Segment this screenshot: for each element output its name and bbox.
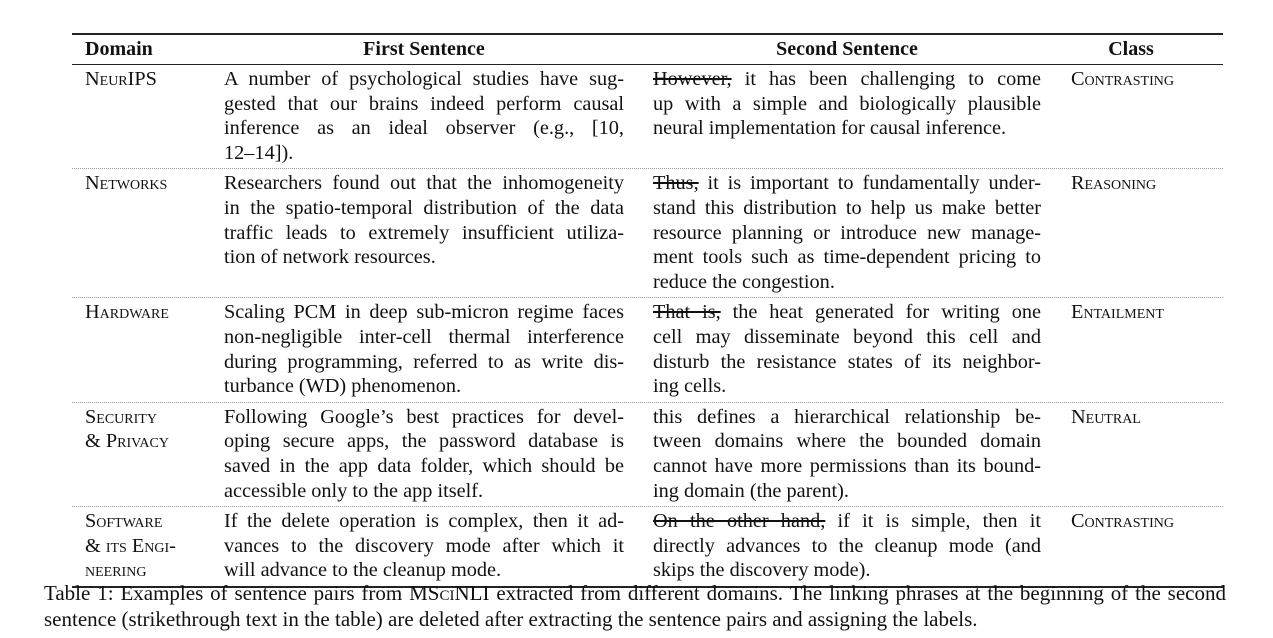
sentence-line: If the delete operation is complex, then it ad- — [224, 510, 624, 533]
table-caption — [44, 580, 1226, 632]
first-sentence-cell — [224, 300, 624, 398]
sentence-line — [653, 67, 1041, 92]
sentence-text: ing domain (the parent). — [653, 479, 849, 502]
table-row — [72, 402, 1223, 506]
deleted-linking-phrase: On the other hand, — [653, 510, 826, 533]
table-header — [72, 35, 1223, 64]
header-class: Class — [1108, 38, 1154, 60]
sentence-line: accessible only to the app itself. — [224, 479, 484, 502]
sentence-text: cannot have more permissions than its bound- — [653, 454, 1041, 477]
sentence-line — [653, 454, 1041, 479]
sentence-line — [653, 350, 1041, 375]
second-sentence-cell — [653, 405, 1041, 503]
sentence-line: inference as an ideal observer (e.g., [10, — [224, 117, 624, 140]
domain-line: Security — [85, 405, 157, 428]
sentence-line: traffic leads to extremely insufficient utiliza- — [224, 221, 624, 244]
second-sentence-cell — [653, 171, 1041, 294]
sentence-text: ing cells. — [653, 375, 727, 398]
sentence-line — [653, 479, 1041, 504]
sentence-text: neural implementation for causal inference. — [653, 117, 1007, 140]
sentence-line — [653, 171, 1041, 196]
sentence-line: Scaling PCM in deep sub-micron regime faces — [224, 301, 624, 324]
table-row — [72, 168, 1223, 297]
sentence-line: non-negligible inter-cell thermal interference — [224, 325, 624, 348]
sentence-line — [653, 116, 1041, 141]
examples-table — [72, 33, 1223, 588]
sentence-line: in the spatio-temporal distribution of the data — [224, 196, 624, 219]
sentence-line — [653, 270, 1041, 295]
sentence-line: Researchers found out that the inhomogeneity — [224, 172, 624, 195]
sentence-line — [653, 374, 1041, 399]
sentence-text: stand this distribution to help us make better — [653, 196, 1041, 219]
sentence-line: oping secure apps, the password database is — [224, 430, 624, 453]
sentence-text: ment tools such as time-dependent pricing to — [653, 246, 1041, 269]
sentence-line — [653, 325, 1041, 350]
first-sentence-cell — [224, 509, 624, 583]
sentence-line: vances to the discovery mode after which it — [224, 534, 624, 557]
header-first-sentence: First Sentence — [363, 38, 485, 60]
sentence-text: skips the discovery mode). — [653, 559, 871, 582]
domain-cell — [72, 67, 224, 165]
header-second-sentence: Second Sentence — [776, 38, 918, 60]
sentence-text: tween domains where the bounded domain — [653, 430, 1041, 453]
second-sentence-cell — [653, 300, 1041, 398]
second-sentence-cell — [653, 509, 1041, 583]
sentence-line — [653, 196, 1041, 221]
domain-cell — [72, 300, 224, 398]
domain-line: Networks — [85, 172, 168, 195]
sentence-text: it is important to fundamentally under- — [707, 172, 1041, 195]
domain-line: & Privacy — [85, 430, 169, 453]
header-domain: Domain — [85, 38, 153, 60]
sentence-line: gested that our brains indeed perform causal — [224, 92, 624, 115]
sentence-line — [653, 92, 1041, 117]
deleted-linking-phrase: However, — [653, 68, 732, 90]
sentence-text: reduce the congestion. — [653, 270, 835, 293]
sentence-text: it has been challenging to come — [744, 68, 1042, 90]
sentence-line: tion of network resources. — [224, 246, 436, 269]
sentence-line: A number of psychological studies have sug- — [224, 68, 624, 90]
domain-cell — [72, 171, 224, 294]
sentence-line: saved in the app data folder, which should be — [224, 454, 624, 477]
domain-line: Hardware — [85, 301, 169, 324]
sentence-line — [653, 509, 1041, 534]
caption-text: Examples of sentence pairs from M — [113, 581, 428, 605]
domain-line: Software — [85, 510, 163, 533]
domain-cell — [72, 509, 224, 583]
sentence-text: the heat generated for writing one — [732, 301, 1041, 324]
domain-line: & its Engi- — [85, 534, 176, 557]
caption-text-rest: extracted from different domains. The linking phrases at the beginning of the second sentence (strikethrough text in the table) are deleted after extracting the sentence pairs and assigning the labels. — [44, 581, 1226, 631]
table-row — [72, 506, 1223, 586]
sentence-line: 12–14]). — [224, 141, 294, 164]
sentence-line — [653, 221, 1041, 246]
class-cell: Contrasting — [1071, 510, 1174, 533]
first-sentence-cell — [224, 67, 624, 165]
class-cell: Contrasting — [1071, 68, 1174, 90]
sentence-line — [653, 300, 1041, 325]
class-cell: Neutral — [1071, 405, 1141, 428]
deleted-linking-phrase: Thus, — [653, 172, 699, 195]
sentence-line: during programming, referred to as write dis- — [224, 350, 624, 373]
sentence-text: cell may disseminate beyond this cell and — [653, 325, 1041, 348]
domain-cell — [72, 405, 224, 503]
caption-label: Table 1: — [44, 581, 114, 605]
sentence-text: if it is simple, then it — [837, 510, 1041, 533]
sentence-text: this defines a hierarchical relationship be- — [653, 405, 1041, 428]
sentence-line — [653, 429, 1041, 454]
second-sentence-cell — [653, 67, 1041, 165]
sentence-line — [653, 245, 1041, 270]
sentence-line — [653, 405, 1041, 430]
class-cell: Entailment — [1071, 301, 1164, 324]
sentence-text: directly advances to the cleanup mode (and — [653, 534, 1041, 557]
sentence-text: up with a simple and biologically plausible — [653, 92, 1041, 115]
table-body — [72, 65, 1223, 586]
sentence-text: resource planning or introduce new manage- — [653, 221, 1041, 244]
sentence-line: Following Google’s best practices for devel- — [224, 405, 624, 428]
domain-line: neering — [85, 559, 147, 582]
table-row — [72, 65, 1223, 168]
first-sentence-cell — [224, 171, 624, 294]
first-sentence-cell — [224, 405, 624, 503]
sentence-line: turbance (WD) phenomenon. — [224, 375, 462, 398]
sentence-line — [653, 534, 1041, 559]
sentence-text: disturb the resistance states of its neighbor- — [653, 350, 1041, 373]
caption-dataset-name: SciNLI — [427, 581, 490, 605]
class-cell: Reasoning — [1071, 172, 1157, 195]
sentence-line: will advance to the cleanup mode. — [224, 559, 502, 582]
deleted-linking-phrase: That is, — [653, 301, 721, 324]
table-row — [72, 297, 1223, 401]
domain-line: NeurIPS — [85, 68, 157, 90]
